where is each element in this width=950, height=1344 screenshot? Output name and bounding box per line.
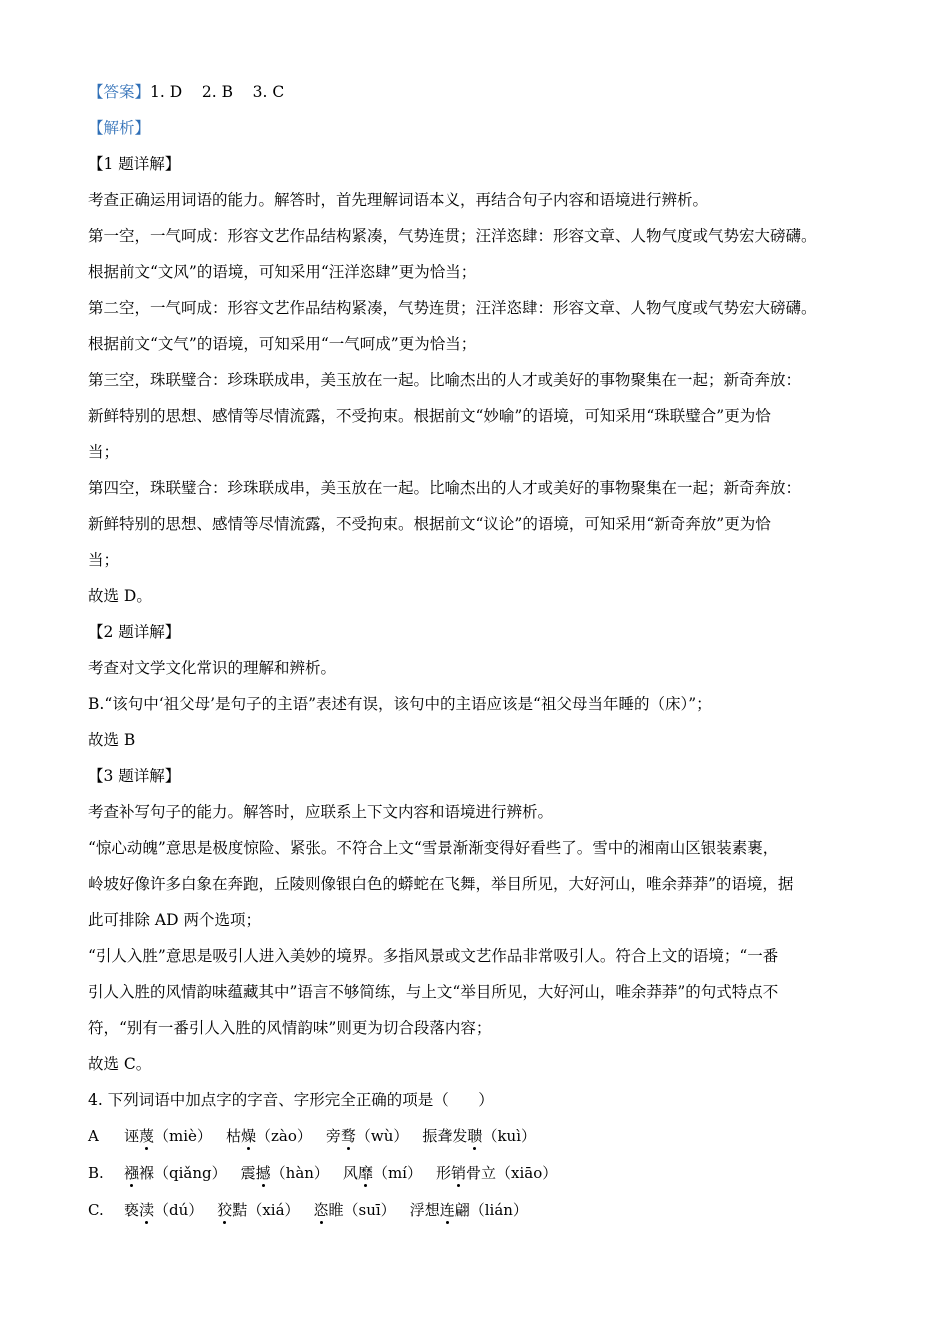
paragraph-line: 符，“别有一番引人入胜的风情韵味”则更为切合段落内容； (88, 1019, 492, 1037)
paragraph-line: 第三空，珠联璧合：珍珠联成串，美玉放在一起。比喻杰出的人才或美好的事物聚集在一起；新奇奔放： (88, 371, 802, 389)
option-c (88, 1192, 878, 1229)
paragraph-line: 故选 D。 (88, 587, 152, 605)
q3-heading: 【3 题详解】 (88, 767, 181, 785)
option-word: 亵渎（dú） (124, 1201, 204, 1219)
paragraph-line: 考查补写句子的能力。解答时，应联系上下文内容和语境进行辨析。 (88, 803, 554, 821)
option-word: 枯燥（zào） (225, 1127, 312, 1145)
option-word: 襁褓（qiǎng） (124, 1164, 227, 1182)
option-word: 震撼（hàn） (240, 1164, 329, 1182)
option-word: 振聋发聩（kuì） (422, 1127, 536, 1145)
answer-text: 1. D 2. B 3. C (150, 83, 285, 101)
q2-heading: 【2 题详解】 (88, 623, 181, 641)
option-word: 诬蔑（miè） (124, 1127, 212, 1145)
paragraph-line: 第四空，珠联璧合：珍珠联成串，美玉放在一起。比喻杰出的人才或美好的事物聚集在一起；新奇奔放： (88, 479, 802, 497)
analysis-label: 【解析】 (88, 119, 151, 137)
paragraph-line: 根据前文“文气”的语境，可知采用“一气呵成”更为恰当； (88, 335, 477, 353)
answer-label: 【答案】 (88, 83, 151, 101)
paragraph-line: 当； (88, 443, 120, 461)
paragraph-line: “引人入胜”意思是吸引人进入美妙的境界。多指风景或文艺作品非常吸引人。符合上文的语境；“一番 (88, 947, 779, 965)
paragraph-line: 故选 C。 (88, 1055, 152, 1073)
paragraph-line: 新鲜特别的思想、感情等尽情流露，不受拘束。根据前文“妙喻”的语境，可知采用“珠联璧合”更为恰 (88, 407, 771, 425)
option-label: A (88, 1127, 99, 1145)
paragraph-line: 故选 B (88, 731, 136, 749)
paragraph-line: 第一空，一气呵成：形容文艺作品结构紧凑，气势连贯；汪洋恣肆：形容文章、人物气度或气势宏大磅礴。 (88, 227, 817, 245)
q1-heading: 【1 题详解】 (88, 155, 181, 173)
paragraph-line: 岭坡好像许多白象在奔跑，丘陵则像银白色的蟒蛇在飞舞，举目所见，大好河山，唯余莽莽”的语境，据 (88, 875, 794, 893)
paragraph-line: 根据前文“文风”的语境，可知采用“汪洋恣肆”更为恰当； (88, 263, 477, 281)
option-a (88, 1118, 878, 1155)
option-label: C. (88, 1201, 104, 1219)
option-word: 狡黠（xiá） (217, 1201, 300, 1219)
option-word: 风靡（mí） (342, 1164, 422, 1182)
paragraph-line: B.“该句中‘祖父母’是句子的主语”表述有误，该句中的主语应该是“祖父母当年睡的（床）”； (88, 695, 712, 713)
option-b (88, 1155, 878, 1192)
paragraph-line: 第二空，一气呵成：形容文艺作品结构紧凑，气势连贯；汪洋恣肆：形容文章、人物气度或气势宏大磅礴。 (88, 299, 817, 317)
paragraph-line: 考查对文学文化常识的理解和辨析。 (88, 659, 337, 677)
document-page (88, 74, 878, 1229)
option-word: 形销骨立（xiāo） (435, 1164, 558, 1182)
option-word: 恣睢（suī） (313, 1201, 396, 1219)
paragraph-line: 新鲜特别的思想、感情等尽情流露，不受拘束。根据前文“议论”的语境，可知采用“新奇奔放”更为恰 (88, 515, 771, 533)
q4-stem: 4. 下列词语中加点字的字音、字形完全正确的项是（ ） (88, 1091, 494, 1109)
answer-line (88, 74, 878, 110)
option-word: 浮想连翩（lián） (409, 1201, 528, 1219)
option-label: B. (88, 1164, 104, 1182)
paragraph-line: “惊心动魄”意思是极度惊险、紧张。不符合上文“雪景渐渐变得好看些了。雪中的湘南山区银装素裹， (88, 839, 779, 857)
option-word: 旁骛（wù） (325, 1127, 409, 1145)
paragraph-line: 考查正确运用词语的能力。解答时，首先理解词语本义，再结合句子内容和语境进行辨析。 (88, 191, 709, 209)
paragraph-line: 当； (88, 551, 120, 569)
paragraph-line: 此可排除 AD 两个选项； (88, 911, 261, 929)
paragraph-line: 引人入胜的风情韵味蕴藏其中”语言不够简练，与上文“举目所见，大好河山，唯余莽莽”的句式特点不 (88, 983, 779, 1001)
